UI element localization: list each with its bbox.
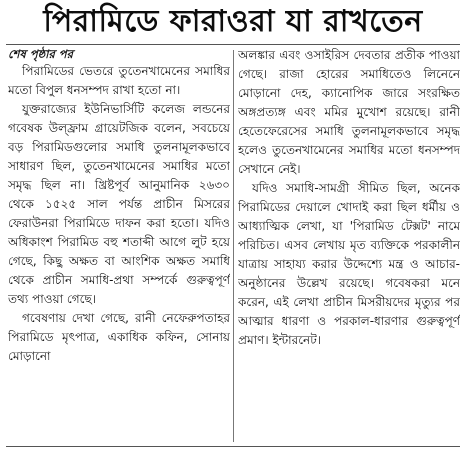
paragraph: অলঙ্কার এবং ওসাইরিস দেবতার প্রতীক পাওয়া গেছে। রাজা হোরের সমাধিতেও লিনেনে মোড়ানো দেহ, ক্যানোপিক জারে সংরক্ষিত অঙ্গপ্রত্যঙ্গ এবং মমির মুখোশ রয়েছে। রানী হেতেফেরেসের সমাধি তুলনামূলকভাবে সমৃদ্ধ হলেও তুতেনখামেনের সমাধির মতো ধনসম্পদ সেখানে নেই। (238, 48, 460, 176)
paragraph: যুক্তরাজ্যের ইউনিভার্সিটি কলেজ লন্ডনের গবেষক উল্ফ্রাম গ্রায়েটজিক বলেন, সবচেয়ে বড় পিরামিডগুলোর সমাধি তুলনামূলকভাবে সাধারণ ছিল, তুতেনখামেনের সমাধির মতো সমৃদ্ধ ছিল না। খ্রিষ্টপূর্ব আনুমানিক ২৬৩০ থেকে ১৫২৫ সাল পর্যন্ত প্রাচীন মিসরের ফেরাউনরা পিরামিডে দাফন করা হতো। যদিও অধিকাংশ পিরামিড বহু শতাব্দী আগে লুট হয়ে গেছে, কিছু অক্ষত বা আংশিক অক্ষত সমাধি থেকে প্রাচীন সমাধি-প্রথা সম্পর্কে গুরুত্বপূর্ণ তথ্য পাওয়া গেছে। (8, 102, 230, 306)
headline-area (0, 0, 466, 44)
column-divider (233, 50, 234, 442)
paragraph: যদিও সমাধি-সামগ্রী সীমিত ছিল, অনেক পিরামিডের দেয়ালে খোদাই করা ছিল ধর্মীয় ও আধ্যাত্মিক লেখা, যা 'পিরামিড টেক্সট' নামে পরিচিত। এসব লেখায় মৃত ব্যক্তিকে পরকালীন যাত্রায় সাহায্য করার উদ্দেশ্যে মন্ত্র ও আচার-অনুষ্ঠানের উল্লেখ রয়েছে। গবেষকরা মনে করেন, এই লেখা প্রাচীন মিসরীয়দের মৃত্যুর পর আত্মার ধারণা ও পরকাল-ধারণার গুরুত্বপূর্ণ প্রমাণ। ইন্টারনেট। (238, 181, 460, 347)
paragraph: গবেষণায় দেখা গেছে, রানী নেফেরুপতাহর পিরামিডে মৃৎপাত্র, একাধিক কফিন, সোনায় মোড়ানো (8, 311, 230, 363)
kicker: শেষ পৃষ্ঠার পর (8, 47, 73, 61)
headline-rule (6, 44, 460, 45)
article-column-right (238, 46, 460, 444)
paragraph: পিরামিডের ভেতরে তুতেনখামেনের সমাধির মতো বিপুল ধনসম্পদ রাখা হতো না। (8, 64, 230, 97)
headline: পিরামিডে ফারাওরা যা রাখতেন (43, 4, 423, 39)
bottom-rule (6, 446, 460, 447)
article-column-left (8, 46, 230, 444)
